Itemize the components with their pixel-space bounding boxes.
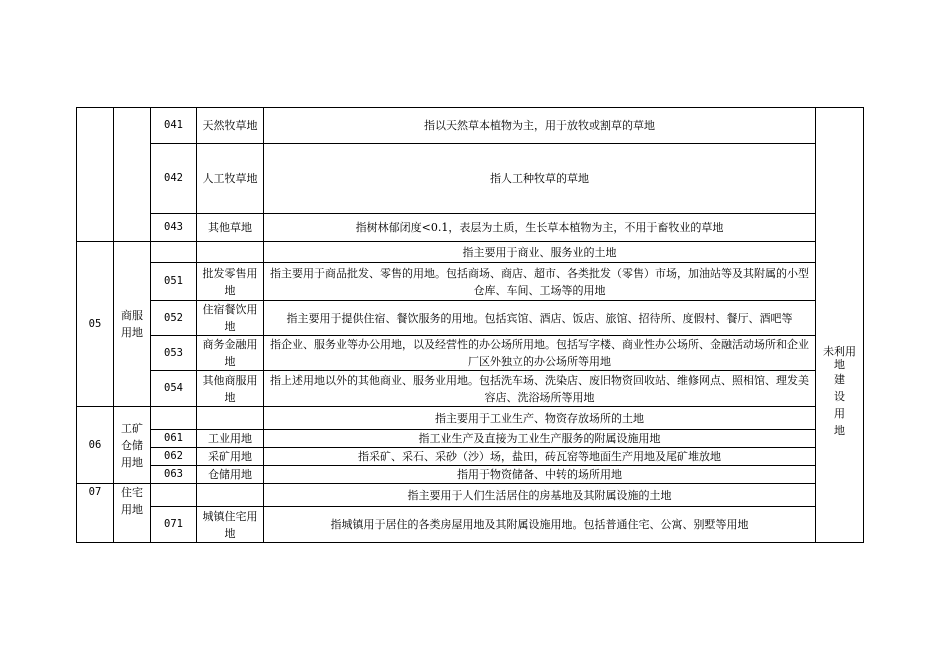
table-row: [77, 336, 864, 371]
level3-code-cell: 062: [151, 448, 197, 466]
level3-name-cell: 人工牧草地: [197, 144, 264, 214]
description-cell: 指上述用地以外的其他商业、服务业用地。包括洗车场、洗染店、废旧物资回收站、维修网点、照相馆、理发美容店、洗浴场所等用地: [264, 371, 816, 407]
level3-code-cell: [151, 484, 197, 507]
level3-name-cell: 住宿餐饮用地: [197, 301, 264, 336]
level3-name-cell: 采矿用地: [197, 448, 264, 466]
level3-code-cell: 043: [151, 214, 197, 242]
level2-name-cell: 商服用地: [114, 242, 151, 407]
level3-code-cell: 042: [151, 144, 197, 214]
land-use-classification-table: [76, 107, 864, 543]
level3-name-cell: [197, 242, 264, 263]
table-row: [77, 466, 864, 484]
side-category-empty-cell: [816, 108, 864, 242]
side-category-cell: [816, 242, 864, 543]
level3-name-cell: 工业用地: [197, 430, 264, 448]
level3-name-cell: 天然牧草地: [197, 108, 264, 144]
description-cell: 指城镇用于居住的各类房屋用地及其附属设施用地。包括普通住宅、公寓、别墅等用地: [264, 507, 816, 543]
level2-code-cell: 05: [77, 242, 114, 407]
side-category-label: 建设用地: [834, 372, 845, 437]
description-cell: 指工业生产及直接为工业生产服务的附属设施用地: [264, 430, 816, 448]
description-cell: 指主要用于提供住宿、餐饮服务的用地。包括宾馆、酒店、饭店、旅馆、招待所、度假村、餐厅、酒吧等: [264, 301, 816, 336]
level3-code-cell: 063: [151, 466, 197, 484]
level3-name-cell: 城镇住宅用地: [197, 507, 264, 543]
level3-code-cell: 054: [151, 371, 197, 407]
level2-code-cell: 06: [77, 407, 114, 484]
description-cell: 指用于物资储备、中转的场所用地: [264, 466, 816, 484]
level3-name-cell: 其他商服用地: [197, 371, 264, 407]
table-row: [77, 144, 864, 214]
level3-code-cell: 041: [151, 108, 197, 144]
level3-name-cell: [197, 407, 264, 430]
level2-code-cell: [77, 108, 114, 242]
table-row: [77, 301, 864, 336]
table-row: [77, 371, 864, 407]
table-row: [77, 263, 864, 301]
level3-code-cell: 061: [151, 430, 197, 448]
side-category-top-label: 未利用地: [823, 344, 856, 371]
table-row: [77, 484, 864, 507]
level3-code-cell: 052: [151, 301, 197, 336]
level3-name-cell: [197, 484, 264, 507]
table-row: [77, 507, 864, 543]
description-cell: 指主要用于人们生活居住的房基地及其附属设施的土地: [264, 484, 816, 507]
description-cell: 指主要用于商品批发、零售的用地。包括商场、商店、超市、各类批发（零售）市场，加油站等及其附属的小型仓库、车间、工场等的用地: [264, 263, 816, 301]
description-cell: 指以天然草本植物为主，用于放牧或割草的草地: [264, 108, 816, 144]
level2-name-cell: 工矿仓储用地: [114, 407, 151, 484]
description-cell: 指树林郁闭度<0.1，表层为土质，生长草本植物为主，不用于畜牧业的草地: [264, 214, 816, 242]
table-row: [77, 430, 864, 448]
description-cell: 指主要用于工业生产、物资存放场所的土地: [264, 407, 816, 430]
level3-code-cell: 071: [151, 507, 197, 543]
level3-code-cell: [151, 242, 197, 263]
description-cell: 指主要用于商业、服务业的土地: [264, 242, 816, 263]
description-cell: 指企业、服务业等办公用地，以及经营性的办公场所用地。包括写字楼、商业性办公场所、金融活动场所和企业厂区外独立的办公场所等用地: [264, 336, 816, 371]
level2-name-cell: 住宅用地: [114, 484, 151, 543]
level3-code-cell: 053: [151, 336, 197, 371]
level3-code-cell: [151, 407, 197, 430]
level3-code-cell: 051: [151, 263, 197, 301]
level2-code-cell: 07: [77, 484, 114, 543]
level2-name-cell: [114, 108, 151, 242]
description-cell: 指采矿、采石、采砂（沙）场，盐田，砖瓦窑等地面生产用地及尾矿堆放地: [264, 448, 816, 466]
level3-name-cell: 仓储用地: [197, 466, 264, 484]
level3-name-cell: 商务金融用地: [197, 336, 264, 371]
table-row: [77, 214, 864, 242]
table-row: [77, 448, 864, 466]
table-row: [77, 407, 864, 430]
table-row: [77, 242, 864, 263]
level3-name-cell: 其他草地: [197, 214, 264, 242]
level3-name-cell: 批发零售用地: [197, 263, 264, 301]
description-cell: 指人工种牧草的草地: [264, 144, 816, 214]
table-row: [77, 108, 864, 144]
